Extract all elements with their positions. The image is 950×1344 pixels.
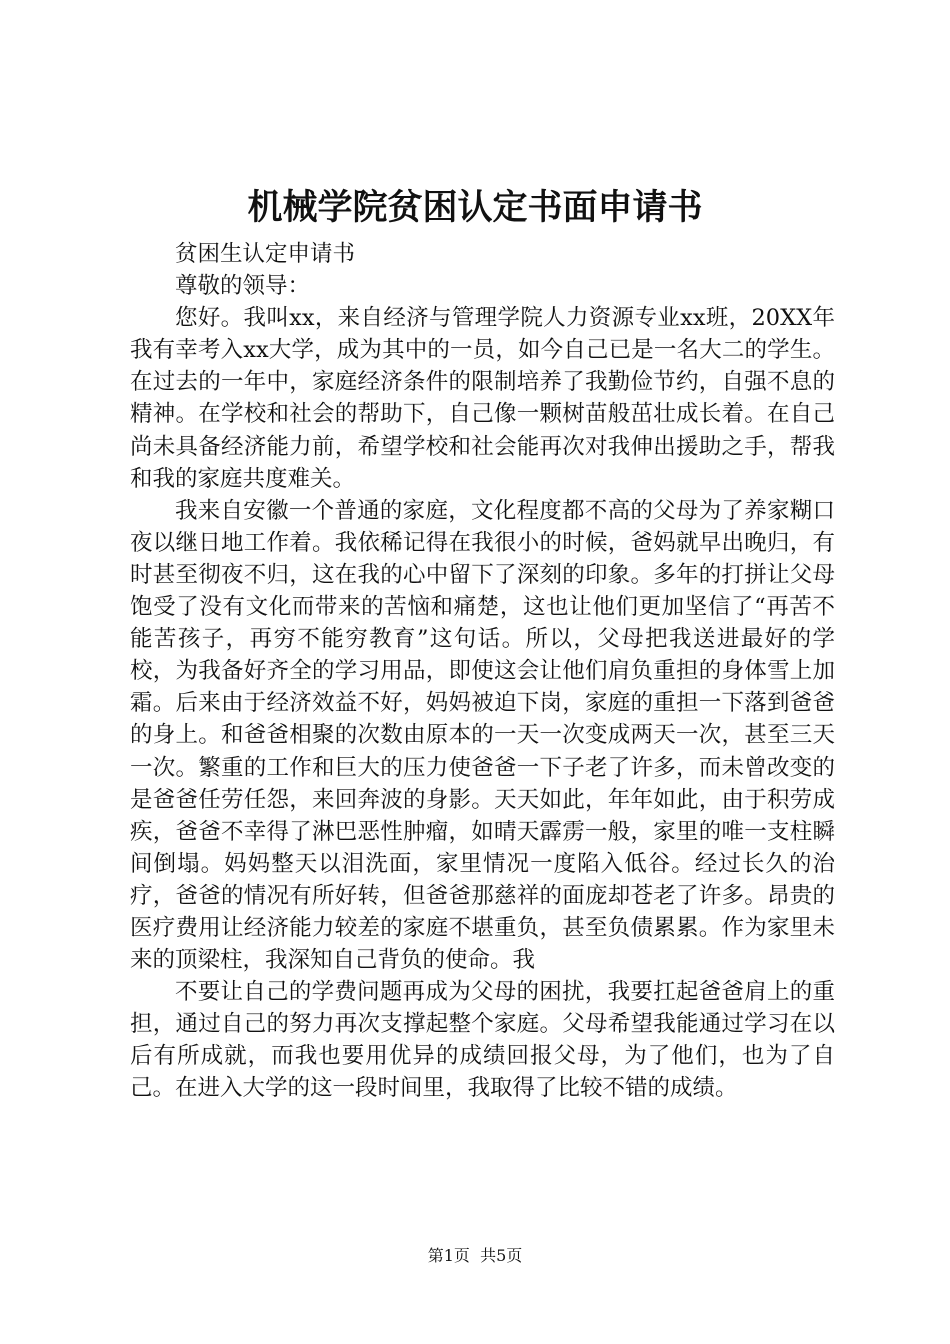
paragraph-goals: 不要让自己的学费问题再成为父母的困扰，我要扛起爸爸肩上的重担，通过自己的努力再次支撑起整个家庭。父母希望我能通过学习在以后有所成就，而我也要用优异的成绩回报父母，为了他们，也为了自己。在进入大学的这一段时间里，我取得了比较不错的成绩。 bbox=[130, 979, 835, 1102]
document-body bbox=[130, 238, 835, 1105]
paragraph-family-background: 我来自安徽一个普通的家庭，文化程度都不高的父母为了养家糊口夜以继日地工作着。我依稀记得在我很小的时候，爸妈就早出晚归，有时甚至彻夜不归，这在我的心中留下了深刻的印象。多年的打拼让父母饱受了没有文化而带来的苦恼和痛楚，这也让他们更加坚信了“再苦不能苦孩子，再穷不能穷教育”这句话。所以，父母把我送进最好的学校，为我备好齐全的学习用品，即使这会让他们肩负重担的身体雪上加霜。后来由于经济效益不好，妈妈被迫下岗，家庭的重担一下落到爸爸的身上。和爸爸相聚的次数由原本的一天一次变成两天一次，甚至三天一次。繁重的工作和巨大的压力使爸爸一下子老了许多，而未曾改变的是爸爸任劳任怨，来回奔波的身影。天天如此，年年如此，由于积劳成疾，爸爸不幸得了淋巴恶性肿瘤，如晴天霹雳一般，家里的唯一支柱瞬间倒塌。妈妈整天以泪洗面，家里情况一度陷入低谷。经过长久的治疗，爸爸的情况有所好转，但爸爸那慈祥的面庞却苍老了许多。昂贵的医疗费用让经济能力较差的家庭不堪重负，甚至负债累累。作为家里未来的顶梁柱，我深知自己背负的使命。我 bbox=[130, 497, 835, 974]
page-footer bbox=[0, 1244, 950, 1268]
paragraph-salutation: 尊敬的领导： bbox=[175, 273, 311, 300]
page-total: 共5页 bbox=[480, 1246, 523, 1265]
page-number: 第1页 bbox=[427, 1246, 470, 1265]
document-title: 机械学院贫困认定书面申请书 bbox=[247, 187, 703, 228]
paragraph-introduction: 您好。我叫xx，来自经济与管理学院人力资源专业xx班，20XX年我有幸考入xx大学，成为其中的一员，如今自己已是一名大二的学生。在过去的一年中，家庭经济条件的限制培养了我勤俭节约，自强不息的精神。在学校和社会的帮助下，自己像一颗树苗般茁壮成长着。在自己尚未具备经济能力前，希望学校和社会能再次对我伸出援助之手，帮我和我的家庭共度难关。 bbox=[130, 305, 835, 492]
paragraph-subtitle: 贫困生认定申请书 bbox=[175, 241, 356, 267]
